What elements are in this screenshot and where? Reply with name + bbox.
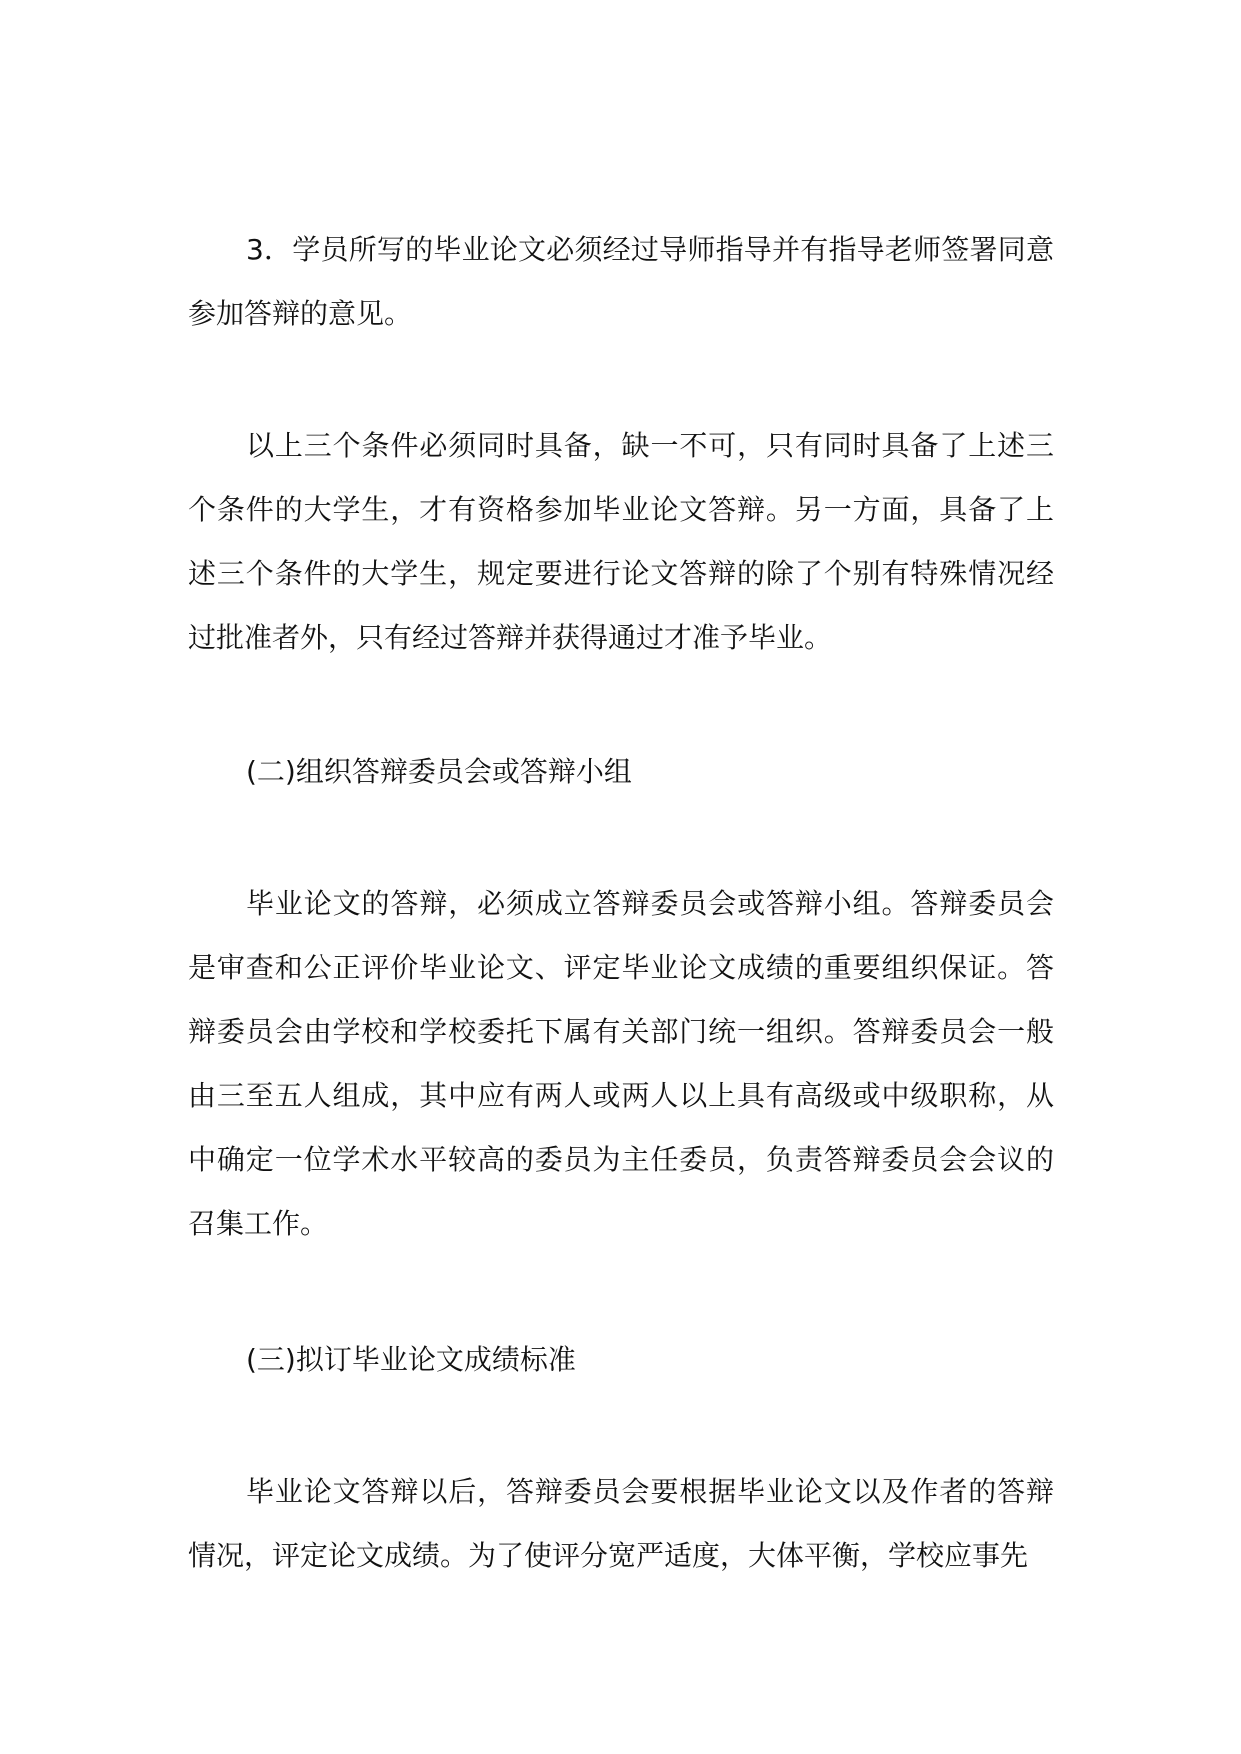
section-heading-committee: (二)组织答辩委员会或答辩小组 xyxy=(246,755,632,788)
paragraph-conditions-summary: 以上三个条件必须同时具备，缺一不可，只有同时具备了上述三个条件的大学生，才有资格参加毕业论文答辩。另一方面，具备了上述三个条件的大学生，规定要进行论文答辩的除了个别有特殊情况经过批准者外，只有经过答辩并获得通过才准予毕业。 xyxy=(188,429,1054,654)
paragraph-committee: 毕业论文的答辩，必须成立答辩委员会或答辩小组。答辩委员会是审查和公正评价毕业论文、评定毕业论文成绩的重要组织保证。答辩委员会由学校和学校委托下属有关部门统一组织。答辩委员会一般由三至五人组成，其中应有两人或两人以上具有高级或中级职称，从中确定一位学术水平较高的委员为主任委员，负责答辩委员会会议的召集工作。 xyxy=(188,887,1054,1240)
paragraph-condition-3: 3．学员所写的毕业论文必须经过导师指导并有指导老师签署同意参加答辩的意见。 xyxy=(188,233,1054,330)
paragraph-grading: 毕业论文答辩以后，答辩委员会要根据毕业论文以及作者的答辩情况，评定论文成绩。为了使评分宽严适度，大体平衡，学校应事先 xyxy=(188,1475,1054,1572)
section-heading-grading-standards: (三)拟订毕业论文成绩标准 xyxy=(246,1343,576,1376)
